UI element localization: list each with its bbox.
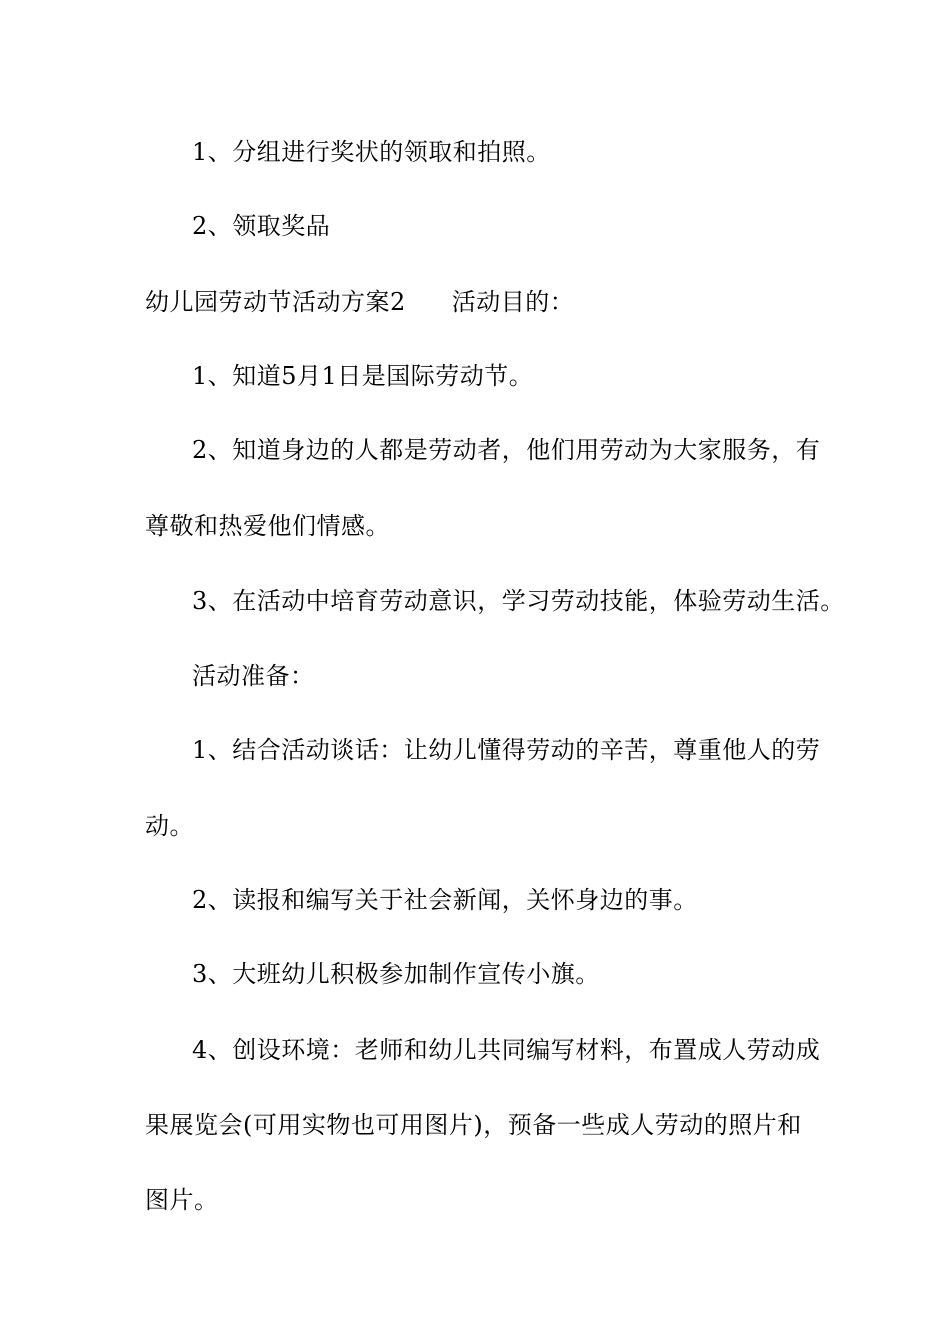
paragraph-line: 2、领取奖品 xyxy=(192,212,331,240)
paragraph-line: 4、创设环境：老师和幼儿共同编写材料，布置成人劳动成 xyxy=(192,1036,821,1064)
section-subtitle: 活动目的： xyxy=(451,288,575,316)
paragraph-line: 1、结合活动谈话：让幼儿懂得劳动的辛苦，尊重他人的劳 xyxy=(192,736,821,764)
paragraph-line: 尊敬和热爱他们情感。 xyxy=(145,512,390,540)
paragraph-line: 2、知道身边的人都是劳动者，他们用劳动为大家服务，有 xyxy=(192,436,821,464)
section-heading-line xyxy=(145,286,574,318)
paragraph-line: 活动准备： xyxy=(192,662,315,690)
paragraph-line: 果展览会(可用实物也可用图片)，预备一些成人劳动的照片和 xyxy=(145,1111,802,1139)
paragraph-line: 1、知道5月1日是国际劳动节。 xyxy=(192,362,534,390)
paragraph-line: 1、分组进行奖状的领取和拍照。 xyxy=(192,138,551,166)
paragraph-line: 动。 xyxy=(145,812,194,840)
section-title: 幼儿园劳动节活动方案2 xyxy=(145,288,406,316)
paragraph-line: 3、在活动中培育劳动意识，学习劳动技能，体验劳动生活。 xyxy=(192,587,845,615)
paragraph-line: 图片。 xyxy=(145,1186,219,1214)
paragraph-line: 3、大班幼儿积极参加制作宣传小旗。 xyxy=(192,960,600,988)
paragraph-line: 2、读报和编写关于社会新闻，关怀身边的事。 xyxy=(192,886,698,914)
